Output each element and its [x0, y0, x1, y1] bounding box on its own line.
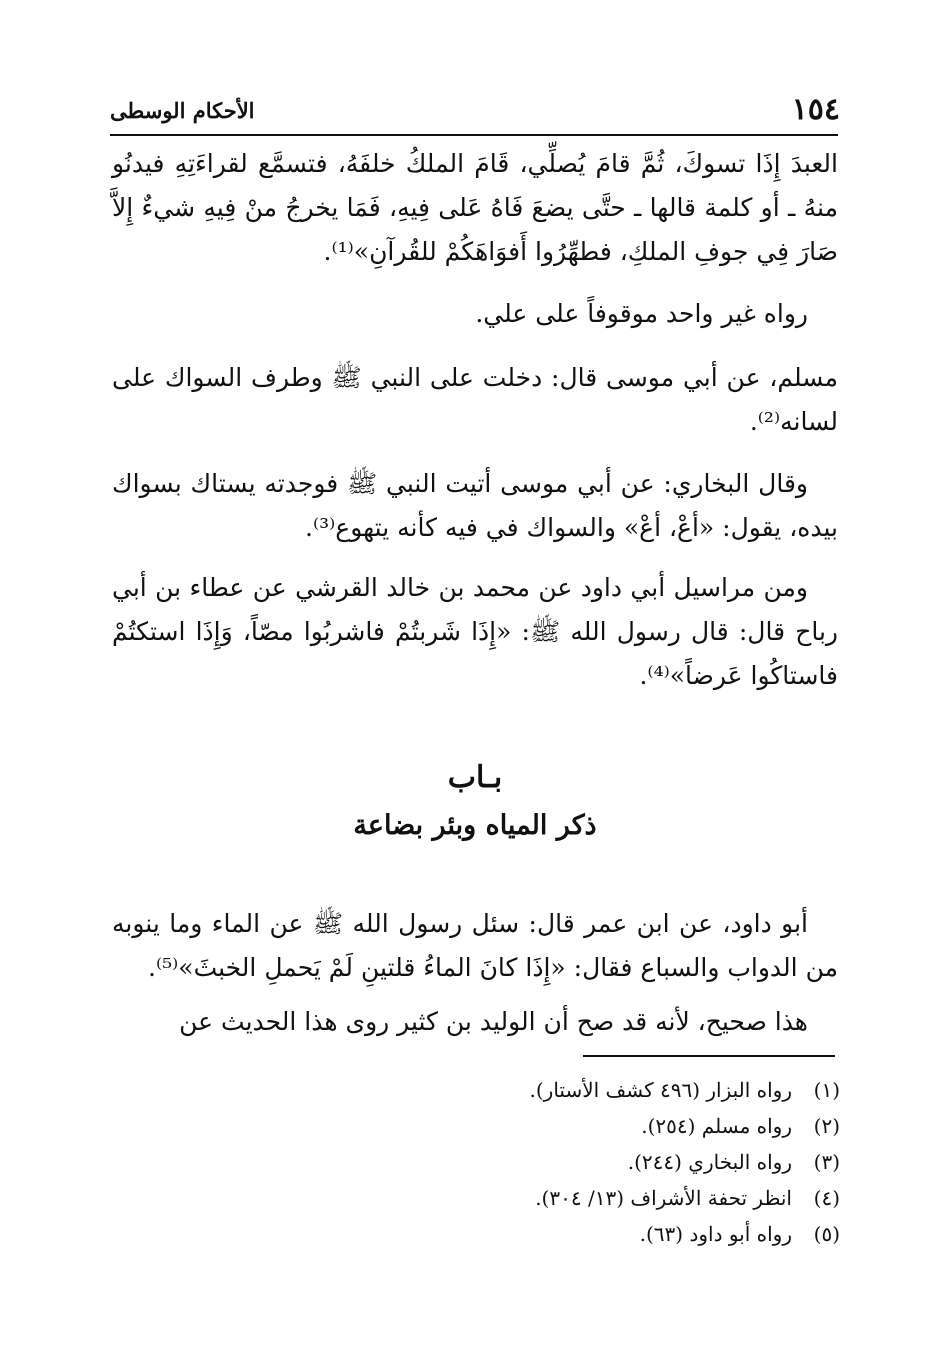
- footnote: [320, 1144, 840, 1180]
- paragraph-narration-note: [112, 292, 838, 336]
- footnote-number: (٣): [813, 1150, 840, 1174]
- running-head: [110, 92, 840, 132]
- footnote-number: (٢): [813, 1114, 840, 1138]
- page-number: ١٥٤: [791, 92, 840, 127]
- footnote-number: (١): [813, 1078, 840, 1102]
- footnote-number: (٥): [813, 1222, 840, 1246]
- paragraph-text: العبدَ إِذَا تسوكَ، ثُمَّ قامَ يُصلِّي، قَامَ الملكُ خلفَهُ، فتسمَّع لقراءَتِهِ فيدنُو منهُ ـ أو كلمة قالها ـ حتَّى يضعَ فَاهُ عَلى فِيهِ، فَمَا يخرجُ منْ فِيهِ شيءٌ إِلاَّ صَارَ فِي جوفِ الملكِ، فطهِّرُوا أَفوَاهَكُمْ للقُرآنِ»⁽¹⁾.: [112, 149, 838, 266]
- book-title: الأحكام الوسطى: [110, 98, 255, 123]
- footnotes: [320, 1072, 840, 1252]
- paragraph-text: أبو داود، عن ابن عمر قال: سئل رسول الله ﷺ عن الماء وما ينوبه من الدواب والسباع فقال: «إِذَا كانَ الماءُ قلتينِ لَمْ يَحملِ الخبثَ»⁽⁵⁾.: [112, 909, 838, 982]
- chapter-label: بـاب: [447, 760, 503, 795]
- footnote-rule: [583, 1055, 835, 1057]
- footnote: [320, 1108, 840, 1144]
- footnote-text: رواه مسلم (٢٥٤).: [641, 1114, 792, 1138]
- footnote-text: رواه البزار (٤٩٦ كشف الأستار).: [529, 1078, 792, 1102]
- footnote-text: رواه أبو داود (٦٣).: [639, 1222, 792, 1246]
- paragraph-text: ومن مراسيل أبي داود عن محمد بن خالد القرشي عن عطاء بن أبي رباح قال: قال رسول الله ﷺ: «إِذَا شَربتُمْ فاشربُوا مصّاً، وَإِذَا استكتُمْ فاستاكُوا عَرضاً»⁽⁴⁾.: [112, 573, 838, 690]
- paragraph-abu-dawud-marasil: [112, 566, 838, 698]
- header-rule: [110, 134, 838, 136]
- footnote-number: (٤): [813, 1186, 840, 1210]
- paragraph-abu-dawud: [112, 902, 838, 990]
- footnote: [320, 1072, 840, 1108]
- paragraph-text: هذا صحيح، لأنه قد صح أن الوليد بن كثير روى هذا الحديث عن: [179, 1007, 808, 1036]
- footnote-text: انظر تحفة الأشراف (١٣/ ٣٠٤).: [535, 1186, 792, 1210]
- footnote: [320, 1180, 840, 1216]
- paragraph-bukhari: [112, 462, 838, 550]
- paragraph-text: رواه غير واحد موقوفاً على علي.: [475, 299, 808, 328]
- footnote: [320, 1216, 840, 1252]
- paragraph-commentary: [112, 1000, 838, 1044]
- paragraph-muslim: [112, 356, 838, 444]
- paragraph-hadith-continuation: [112, 142, 838, 274]
- paragraph-text: وقال البخاري: عن أبي موسى أتيت النبي ﷺ فوجدته يستاك بسواك بيده، يقول: «أعْ، أعْ» والسواك في فيه كأنه يتهوع⁽³⁾.: [112, 469, 838, 542]
- footnote-text: رواه البخاري (٢٤٤).: [627, 1150, 792, 1174]
- chapter-title: ذكر المياه وبئر بضاعة: [353, 810, 597, 841]
- paragraph-text: مسلم، عن أبي موسى قال: دخلت على النبي ﷺ وطرف السواك على لسانه⁽²⁾.: [112, 363, 838, 436]
